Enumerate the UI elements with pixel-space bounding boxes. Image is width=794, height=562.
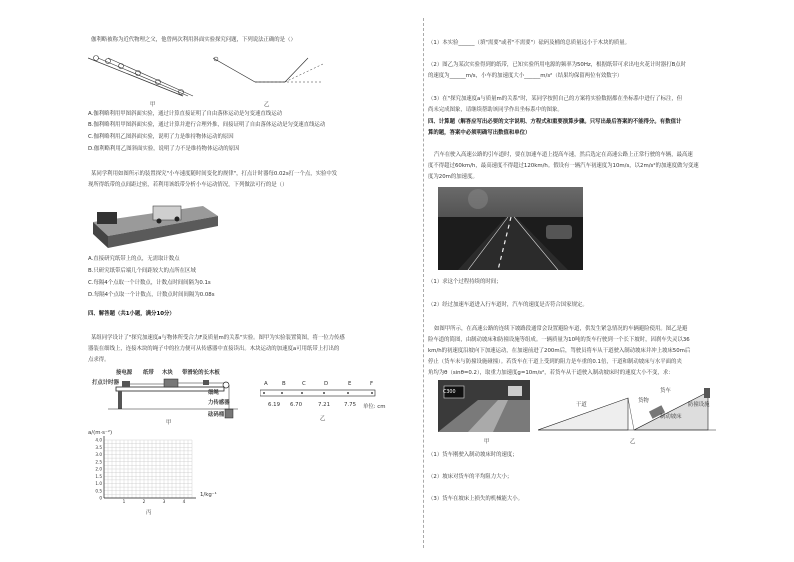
tape-point-d: D — [324, 381, 329, 387]
ramp-question-2: （2）坡床对货车的平均阻力大小； — [428, 474, 513, 480]
section5-line2: 算的题，答案中必须明确写出数值和单位） — [428, 130, 531, 136]
label-rope: 细绳 — [208, 390, 219, 396]
q3-stem-line2: 器装在细线上，连接木块的绳子中的拉力便可从传感器中直接读出。木块运动的加速度a可用纸带上打出的 — [88, 346, 340, 352]
fig-label-bing: 丙 — [146, 510, 152, 516]
tape-value-2: 6.70 — [290, 402, 303, 408]
ramp-label-bed: 制动坡床 — [660, 414, 682, 420]
r3-line2: 尚未完成图象，请继续帮助该同学作出坐标系中的图象。 — [428, 107, 563, 113]
section4-title: 四、解答题（共1小题，满分10分） — [88, 311, 175, 317]
x-tick-label: 2 — [142, 499, 146, 504]
ramp-label-road: 干道 — [576, 402, 587, 408]
y-tick-label: 4.0 — [95, 437, 102, 443]
escape-ramp-photo — [438, 380, 530, 432]
car-question-1: （1）求这个过程持续的时间； — [428, 279, 502, 285]
q3-stem-line1: 某组同学设计了"探究加速度a与物体所受合力F及质量m的关系"实验。图甲为实验装置简图，将一位力传感 — [91, 335, 345, 341]
tape-point-a: A — [264, 381, 268, 387]
ramp-fig-yi: 乙 — [630, 439, 636, 445]
ramp-line2: 险车道的简图，由制动坡床和防撞设施等组成。一辆质量为10吨的货车行驶到一个长下坡时，因刹车失灵以36 — [428, 337, 690, 343]
car-line2: 度不得超过60km/h，最高速度不得超过120km/h。假设有一辆汽车初速度为10m/s，以2m/s²的加速度做匀变速 — [428, 163, 699, 169]
label-power: 接电源 — [116, 370, 133, 376]
graph-xlabel: 1/kg⁻¹ — [200, 492, 217, 498]
fig-label-jia-2: 甲 — [166, 420, 172, 426]
y-tick-label: 0 — [99, 495, 102, 501]
q1-option-d: D.伽利略利用乙图斜面实验，说明了力不是维持物体运动的原因 — [88, 146, 240, 152]
sign-label: C300 — [443, 390, 456, 395]
q2-stem-line1: 某同学利用如图所示的装置探究"小车速度随时间变化的规律"，打点计时器每0.02s打一个点，实验中发 — [91, 171, 338, 177]
label-bucket: 砝码桶 — [208, 412, 225, 418]
r1-text: （1）本实验______（填"需要"或者"不需要"）砝码及桶的总质量远小于木块的质量。 — [428, 40, 631, 46]
y-tick-label: 3.0 — [95, 452, 102, 457]
r2-line2: 的速度为______m/s，小车的加速度大小______m/s²（结果均保留两位有效数字） — [428, 73, 623, 79]
section5-line1: 四、计算题（解答应写出必要的文字说明、方程式和重要演算步骤。只写出最后答案的不能得分。有数值计 — [428, 119, 682, 125]
ramp-label-truck: 货车 — [660, 388, 671, 394]
left-column — [88, 0, 420, 562]
right-column — [428, 0, 768, 562]
paper-tape-diagram — [260, 388, 380, 400]
q1-stem: 伽利略被称为近代物理之父，他曾两次利用斜面实验探究问题，下列说法正确的是（） — [91, 37, 296, 43]
highway-photo — [438, 187, 583, 270]
q2-option-a: A.直接研究纸带上的点，无需取计数点 — [88, 256, 180, 262]
label-sensor: 力传感器 — [208, 400, 230, 406]
x-tick-label: 1 — [122, 499, 126, 504]
q1-option-b: B.伽利略利用甲图斜面实验，通过计算并进行合理外推，间接证明了自由落体运动是匀变速直线运动 — [88, 122, 326, 128]
ramp-line4: 停止（货车未与防撞设施碰撞）。若货车在干道上受到的阻力是车重的0.1倍，干道和制动坡床与水平面的夹 — [428, 359, 682, 365]
y-tick-label: 1.5 — [95, 473, 102, 479]
ramp-line3: km/h的初速度沿坡向下加速运动，在加速前进了200m后，驾驶员将车从干道驶入制动坡床并冲上坡床50m后 — [428, 348, 691, 354]
y-tick-label: 0.5 — [95, 488, 102, 494]
q3-stem-line3: 点求得。 — [88, 357, 110, 363]
q2-stem-line2: 现所得纸带的点间距过密，若利用该纸带分析小车运动情况，下列做法可行的是（） — [88, 182, 288, 188]
fig-label-yi: 乙 — [264, 102, 270, 108]
q2-option-d: D.每隔4个点取一个计数点，计数点时间间隔为0.08s — [88, 292, 215, 298]
ramp-label-barrier: 防撞设施 — [688, 402, 710, 408]
tape-point-f: F — [370, 381, 374, 387]
r3-line1: （3）在"探究加速度a与质量m的关系"时，某同学按照自己的方案将实验数据都在坐标系中进行了标注，但 — [428, 96, 683, 102]
ramp-question-3: （3）货车在坡床上损失的机械能大小。 — [428, 496, 524, 502]
label-board: 带滑轮的长木板 — [182, 370, 220, 376]
tape-point-c: C — [302, 381, 306, 387]
acceleration-grid-graph — [88, 436, 198, 506]
fig-label-jia: 甲 — [150, 102, 156, 108]
car-line3: 度为20m的加速度。 — [428, 174, 478, 180]
y-tick-label: 3.5 — [95, 444, 102, 450]
tape-value-1: 6.19 — [268, 402, 281, 408]
label-timer: 打点计时器 — [92, 380, 119, 386]
ramp-line1: 如图甲所示，在高速公路的连续下坡路段通常会设置避险车道，供发生紧急情况的车辆避险使用。图乙是避 — [434, 326, 688, 332]
column-divider — [423, 18, 424, 548]
x-tick-label: 4 — [182, 499, 186, 504]
tape-point-b: B — [282, 381, 286, 387]
r2-line1: （2）图乙为某次实验得到的纸带，已知实验所用电源的频率为50Hz，根据纸带可求出电火花计时器打B点时 — [428, 62, 687, 68]
escape-ramp-diagram — [538, 384, 716, 432]
ramp-line5: 角均为θ（sinθ=0.2），取重力加速度g=10m/s²，若货车从干道驶入制动坡床时的速度大小不变，求： — [428, 370, 674, 376]
ramp-label-cargo: 货物 — [638, 398, 649, 404]
tape-value-3: 7.21 — [318, 402, 331, 408]
q1-option-a: A.伽利略利用甲图斜面实验，通过计算直接证明了自由落体运动是匀变速直线运动 — [88, 111, 282, 117]
tape-point-e: E — [348, 381, 352, 387]
tape-unit: 单位: cm — [363, 404, 386, 410]
car-line1: 汽车在驶入高速公路的引车道时，要在加速车道上提高车速，然后选定在高速公路上正常行驶的车辆，最高速 — [434, 152, 693, 158]
q2-option-c: C.每隔4个点取一个计数点，计数点时间间隔为0.1s — [88, 280, 211, 286]
q2-option-b: B.只研究纸带后端几个间距较大的点所在区域 — [88, 268, 196, 274]
label-tape: 纸带 — [143, 370, 154, 376]
q1-option-c: C.伽利略利用乙图斜面实验，说明了力是维持物体运动的原因 — [88, 134, 234, 140]
tape-value-4: 7.75 — [344, 402, 357, 408]
car-question-2: （2）经过加速车道进入行车道时，汽车的速度是否符合国家规定。 — [428, 302, 588, 308]
label-block: 木块 — [162, 370, 173, 376]
galileo-incline-figure-yi — [213, 54, 331, 88]
y-tick-label: 2.0 — [95, 466, 102, 472]
x-tick-label: 3 — [162, 499, 166, 504]
ramp-question-1: （1）货车刚驶入制动坡床时的速度； — [428, 452, 518, 458]
fig-label-yi-2: 乙 — [320, 416, 326, 422]
y-tick-label: 2.5 — [95, 459, 102, 465]
graph-ylabel: a/(m·s⁻²) — [88, 430, 113, 436]
ramp-fig-jia: 甲 — [484, 439, 490, 445]
cart-apparatus-photo — [93, 194, 218, 249]
y-tick-label: 1.0 — [95, 481, 102, 486]
